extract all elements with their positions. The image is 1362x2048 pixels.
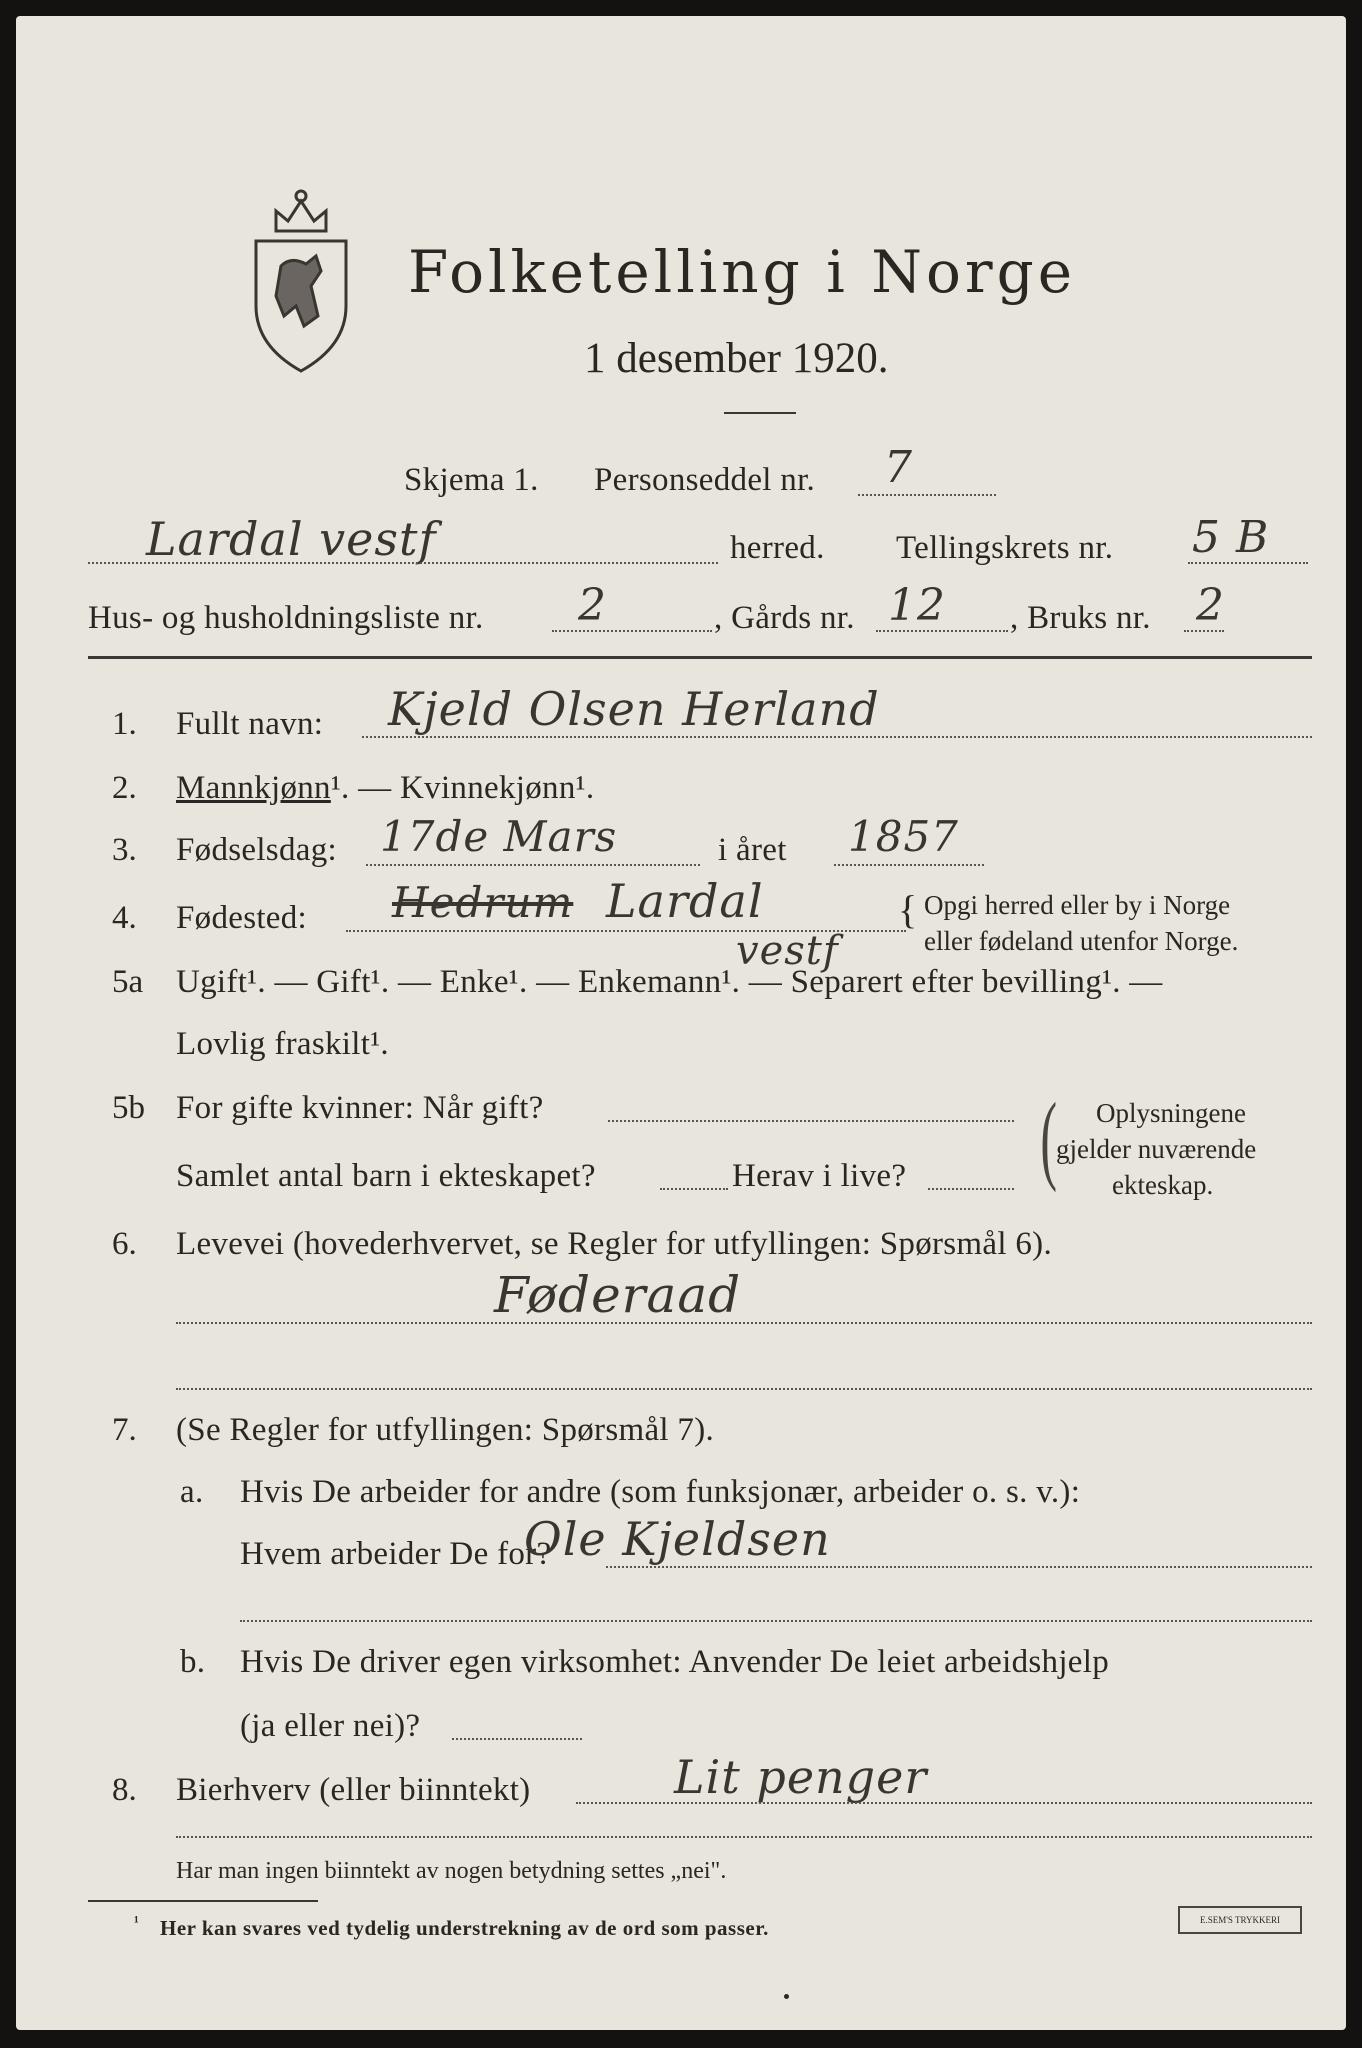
birthplace-note-1: Opgi herred eller by i Norge (924, 890, 1231, 920)
divider (724, 412, 796, 414)
q7a-letter: a. (180, 1474, 204, 1510)
marital-status-options-2[interactable]: Lovlig fraskilt¹. (176, 1026, 389, 1062)
marriage-note-2: gjelder nuværende (1056, 1134, 1257, 1164)
q5b-number: 5b (112, 1090, 145, 1126)
occupation-value[interactable]: Føderaad (494, 1266, 742, 1324)
tellingskrets-value[interactable]: 5 B (1192, 512, 1270, 563)
q6-label: Levevei (hovederhvervet, se Regler for utfyllingen: Spørsmål 6). (176, 1226, 1053, 1262)
q1-number: 1. (112, 706, 137, 742)
q8-number: 8. (112, 1772, 137, 1808)
birth-year-value[interactable]: 1857 (848, 812, 959, 861)
herred-label: herred. (730, 530, 825, 566)
employer-label: Hvem arbeider De for? (240, 1536, 552, 1572)
q2-number: 2. (112, 770, 137, 806)
q7b-text: Hvis De driver egen virksomhet: Anvender De leiet arbeidshjelp (240, 1644, 1110, 1680)
q7-label: (Se Regler for utfyllingen: Spørsmål 7). (176, 1412, 715, 1448)
side-income-value[interactable]: Lit penger (674, 1750, 928, 1804)
q6-number: 6. (112, 1226, 137, 1262)
q4-number: 4. (112, 900, 137, 936)
children-count-label: Samlet antal barn i ekteskapet? (176, 1158, 596, 1194)
birthplace-value[interactable]: Lardal (606, 874, 764, 928)
personseddel-value[interactable]: 7 (884, 442, 913, 493)
skjema-label: Skjema 1. (404, 462, 539, 498)
birthday-value[interactable]: 17de Mars (380, 812, 618, 861)
footnote-mark: ¹ (134, 1914, 140, 1931)
personseddel-label: Personseddel nr. (594, 462, 816, 498)
female-option[interactable]: Kvinnekjønn (400, 770, 576, 806)
printer-stamp: E.SEM'S TRYKKERI (1178, 1906, 1302, 1934)
children-alive-label: Herav i live? (732, 1158, 907, 1194)
q7-number: 7. (112, 1412, 137, 1448)
coat-of-arms-icon (246, 176, 356, 376)
q8-label: Bierhverv (eller biinntekt) (176, 1772, 531, 1808)
q1-label: Fullt navn: (176, 706, 324, 742)
herred-value[interactable]: Lardal vestf (146, 512, 437, 566)
hus-label: Hus- og husholdningsliste nr. (88, 600, 484, 636)
q7b-letter: b. (180, 1644, 206, 1680)
birthplace-note-2: eller fødeland utenfor Norge. (924, 926, 1239, 956)
employer-value[interactable]: Ole Kjeldsen (524, 1512, 831, 1566)
hus-value[interactable]: 2 (578, 580, 607, 631)
section-divider (88, 656, 1312, 659)
birthplace-struck: Hedrum (392, 878, 574, 927)
form-title: Folketelling i Norge (408, 238, 1077, 306)
bruks-label: , Bruks nr. (1010, 600, 1151, 636)
census-form: Folketelling i Norge 1 desember 1920. Skjema 1. Personseddel nr. 7 Lardal vestf herred. Tellingskrets nr. 5 B Hus- og husholdningsliste nr. 2 , Gårds nr. 12 , Bruks nr. 2 1. Fullt navn: Kjeld Olsen Herland 2. Mannkjønn¹. — Kvinnekjønn¹. 3. Fødselsdag: 17de Mars i året 1857 4. Fødested: Hedrum Lardal vestf { Opgi herred eller by i Norge eller fødeland utenfor Norge. 5a Ugift¹. — Gift¹. — Enke¹. — Enkemann¹. — Separert efter bevilling¹. — Lovlig fraskilt¹. 5b For gifte kvinner: Når gift? Samlet antal barn i ekteskapet? Herav i live? ( Oplysningene gjelder nuværende ekteskap. 6. Levevei (hovederhvervet, se Regler for utfyllingen: Spørsmål 6). Føderaad 7. (Se Regler for utfyllingen: Spørsmål 7). a. Hvis De arbeider for andre (som funksjonær, arbeider o. s. v.): Hvem arbeider De for? Ole Kjeldsen b. Hvis De driver egen virksomhet: Anvender De leiet arbeidshjelp (ja eller nei)? 8. Bierhverv (eller biinntekt) Lit penger Har man ingen biinntekt av nogen betydning settes „nei". ¹ Her kan svares ved tydelig understrekning av de ord som passer. E.SEM'S TRYKKERI (16, 16, 1346, 2030)
q7a-text: Hvis De arbeider for andre (som funksjonær, arbeider o. s. v.): (240, 1474, 1081, 1510)
male-option[interactable]: Mannkjønn (176, 770, 331, 806)
census-date: 1 desember 1920. (584, 335, 889, 382)
marital-status-options[interactable]: Ugift¹. — Gift¹. — Enke¹. — Enkemann¹. — Separert efter bevilling¹. — (176, 964, 1163, 1000)
marriage-note-1: Oplysningene (1096, 1098, 1246, 1128)
tellingskrets-label: Tellingskrets nr. (896, 530, 1114, 566)
full-name-value[interactable]: Kjeld Olsen Herland (388, 682, 880, 736)
q3-number: 3. (112, 832, 137, 868)
q5a-number: 5a (112, 964, 144, 1000)
birthplace-value-2[interactable]: vestf (736, 928, 839, 974)
footnote: Her kan svares ved tydelig understrekning av de ord som passer. (160, 1916, 769, 1940)
marriage-note-3: ekteskap. (1112, 1170, 1214, 1200)
gards-label: , Gårds nr. (714, 600, 855, 636)
q4-label: Fødested: (176, 900, 308, 936)
q3-label: Fødselsdag: (176, 832, 337, 868)
gards-value[interactable]: 12 (888, 580, 946, 631)
married-when-label: For gifte kvinner: Når gift? (176, 1090, 544, 1126)
bruks-value[interactable]: 2 (1196, 580, 1225, 631)
nei-instruction: Har man ingen biinntekt av nogen betydning settes „nei". (176, 1858, 727, 1884)
hired-help-label: (ja eller nei)? (240, 1708, 421, 1744)
year-label: i året (718, 832, 787, 868)
